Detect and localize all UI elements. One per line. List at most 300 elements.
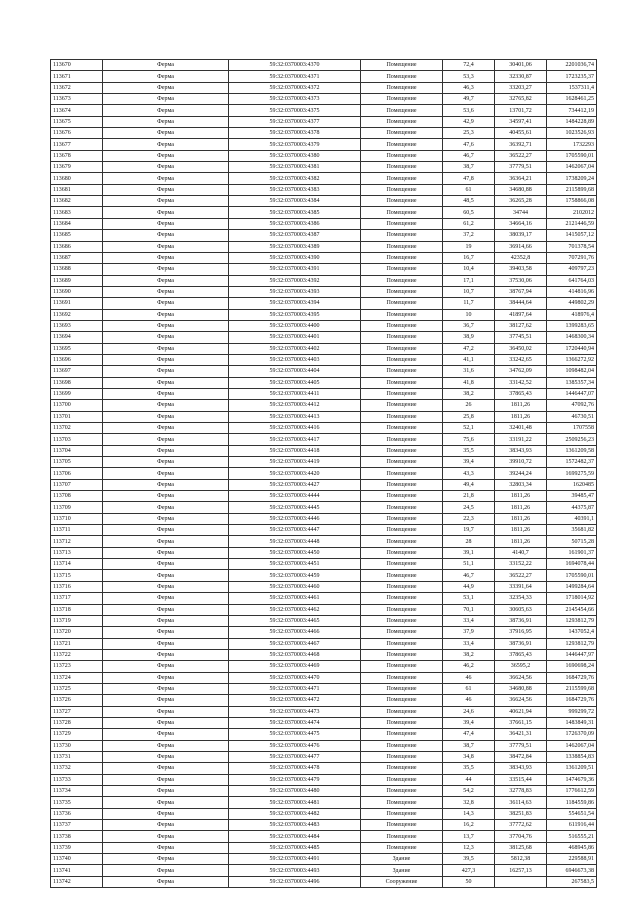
cadastral-value-per-unit-cell: 32765,82 [495,94,547,105]
cadastral-value-total-cell: 39485,47 [547,491,597,502]
area-cell: 16,7 [443,252,495,263]
row-number-cell: 113679 [51,162,103,173]
object-type-cell: Здание [361,854,443,865]
object-name-cell: Ферма [103,377,229,388]
object-name-cell: Ферма [103,94,229,105]
object-type-cell: Помещение [361,252,443,263]
cadastral-value-per-unit-cell: 1811,26 [495,536,547,547]
area-cell: 25,8 [443,411,495,422]
cadastral-number-cell: 59:32:0370003:4480 [229,786,361,797]
table-row [51,128,597,139]
cadastral-value-per-unit-cell: 33191,22 [495,434,547,445]
object-name-cell: Ферма [103,241,229,252]
cadastral-value-per-unit-cell: 36114,63 [495,797,547,808]
cadastral-value-per-unit-cell: 33242,65 [495,354,547,365]
cadastral-number-cell: 59:32:0370003:4417 [229,434,361,445]
cadastral-value-per-unit-cell: 13701,72 [495,105,547,116]
cadastral-number-cell: 59:32:0370003:4392 [229,275,361,286]
cadastral-number-cell: 59:32:0370003:4411 [229,388,361,399]
table-row [51,502,597,513]
cadastral-number-cell: 59:32:0370003:4469 [229,661,361,672]
object-type-cell: Помещение [361,196,443,207]
cadastral-value-total-cell: 1415057,12 [547,230,597,241]
cadastral-value-per-unit-cell: 36392,71 [495,139,547,150]
cadastral-number-cell: 59:32:0370003:4405 [229,377,361,388]
cadastral-value-per-unit-cell: 38039,17 [495,230,547,241]
object-type-cell: Помещение [361,695,443,706]
object-name-cell: Ферма [103,717,229,728]
area-cell: 44,9 [443,581,495,592]
object-name-cell: Ферма [103,740,229,751]
row-number-cell: 113686 [51,241,103,252]
area-cell: 37,2 [443,230,495,241]
table-row [51,593,597,604]
object-type-cell: Помещение [361,320,443,331]
table-row [51,661,597,672]
row-number-cell: 113672 [51,82,103,93]
cadastral-number-cell: 59:32:0370003:4477 [229,751,361,762]
row-number-cell: 113680 [51,173,103,184]
row-number-cell: 113709 [51,502,103,513]
row-number-cell: 113682 [51,196,103,207]
row-number-cell: 113735 [51,797,103,808]
cadastral-value-total-cell: 999299,72 [547,706,597,717]
row-number-cell: 113702 [51,423,103,434]
cadastral-value-per-unit-cell: 37704,76 [495,831,547,842]
row-number-cell: 113675 [51,116,103,127]
cadastral-number-cell: 59:32:0370003:4416 [229,423,361,434]
object-type-cell: Помещение [361,184,443,195]
cadastral-value-per-unit-cell: 37772,62 [495,820,547,831]
table-row [51,320,597,331]
object-name-cell: Ферма [103,786,229,797]
object-type-cell: Помещение [361,377,443,388]
area-cell: 14,3 [443,808,495,819]
registry-table [50,59,597,888]
object-type-cell: Помещение [361,150,443,161]
area-cell: 19 [443,241,495,252]
cadastral-value-total-cell: 1484228,89 [547,116,597,127]
table-row [51,366,597,377]
table-row [51,717,597,728]
object-name-cell: Ферма [103,751,229,762]
cadastral-value-total-cell: 1366272,92 [547,354,597,365]
row-number-cell: 113725 [51,683,103,694]
row-number-cell: 113716 [51,581,103,592]
cadastral-number-cell: 59:32:0370003:4491 [229,854,361,865]
object-type-cell: Помещение [361,604,443,615]
cadastral-value-per-unit-cell: 38343,93 [495,763,547,774]
cadastral-number-cell: 59:32:0370003:4485 [229,842,361,853]
object-type-cell: Помещение [361,683,443,694]
area-cell: 50 [443,876,495,887]
object-name-cell: Ферма [103,116,229,127]
table-row [51,275,597,286]
object-type-cell: Помещение [361,797,443,808]
cadastral-value-total-cell: 1361209,58 [547,445,597,456]
cadastral-value-total-cell: 1437052,4 [547,627,597,638]
cadastral-number-cell: 59:32:0370003:4462 [229,604,361,615]
cadastral-number-cell: 59:32:0370003:4479 [229,774,361,785]
object-name-cell: Ферма [103,842,229,853]
table-row [51,559,597,570]
cadastral-number-cell: 59:32:0370003:4404 [229,366,361,377]
area-cell: 10 [443,309,495,320]
cadastral-value-total-cell: 1718014,92 [547,593,597,604]
cadastral-number-cell: 59:32:0370003:4448 [229,536,361,547]
cadastral-value-total-cell: 2102012 [547,207,597,218]
area-cell: 39,1 [443,547,495,558]
row-number-cell: 113698 [51,377,103,388]
object-type-cell: Помещение [361,706,443,717]
area-cell: 46,3 [443,82,495,93]
table-row [51,423,597,434]
object-type-cell: Помещение [361,218,443,229]
area-cell: 12,3 [443,842,495,853]
object-name-cell: Ферма [103,139,229,150]
cadastral-number-cell: 59:32:0370003:4384 [229,196,361,207]
area-cell: 28 [443,536,495,547]
table-row [51,218,597,229]
cadastral-value-per-unit-cell: 39244,24 [495,468,547,479]
cadastral-number-cell: 59:32:0370003:4459 [229,570,361,581]
cadastral-value-total-cell: 641764,03 [547,275,597,286]
object-type-cell: Помещение [361,139,443,150]
object-name-cell: Ферма [103,513,229,524]
area-cell: 39,4 [443,457,495,468]
table-row [51,536,597,547]
row-number-cell: 113711 [51,525,103,536]
cadastral-value-per-unit-cell: 39910,72 [495,457,547,468]
cadastral-number-cell: 59:32:0370003:4375 [229,105,361,116]
object-type-cell: Помещение [361,786,443,797]
cadastral-value-total-cell: 1707558 [547,423,597,434]
cadastral-value-total-cell: 449802,29 [547,298,597,309]
area-cell: 31,6 [443,366,495,377]
area-cell: 35,5 [443,763,495,774]
cadastral-number-cell: 59:32:0370003:4400 [229,320,361,331]
cadastral-value-per-unit-cell: 34762,09 [495,366,547,377]
table-row [51,638,597,649]
cadastral-number-cell: 59:32:0370003:4382 [229,173,361,184]
cadastral-number-cell: 59:32:0370003:4470 [229,672,361,683]
table-row [51,105,597,116]
cadastral-value-total-cell: 1628461,25 [547,94,597,105]
cadastral-number-cell: 59:32:0370003:4385 [229,207,361,218]
table-row [51,411,597,422]
table-row [51,94,597,105]
table-row [51,615,597,626]
cadastral-number-cell: 59:32:0370003:4468 [229,649,361,660]
cadastral-number-cell: 59:32:0370003:4412 [229,400,361,411]
row-number-cell: 113707 [51,479,103,490]
object-type-cell: Помещение [361,275,443,286]
row-number-cell: 113712 [51,536,103,547]
cadastral-value-per-unit-cell: 37865,43 [495,649,547,660]
object-name-cell: Ферма [103,434,229,445]
cadastral-value-per-unit-cell: 33391,64 [495,581,547,592]
cadastral-value-per-unit-cell: 38251,83 [495,808,547,819]
area-cell: 16,2 [443,820,495,831]
object-type-cell: Помещение [361,627,443,638]
cadastral-value-per-unit-cell: 33203,27 [495,82,547,93]
cadastral-value-per-unit-cell: 1811,26 [495,491,547,502]
area-cell: 13,7 [443,831,495,842]
cadastral-value-per-unit-cell: 42352,8 [495,252,547,263]
object-name-cell: Ферма [103,60,229,71]
cadastral-value-total-cell: 1293812,79 [547,615,597,626]
cadastral-value-total-cell: 707291,76 [547,252,597,263]
object-name-cell: Ферма [103,649,229,660]
row-number-cell: 113723 [51,661,103,672]
object-name-cell: Ферма [103,695,229,706]
area-cell: 41,1 [443,354,495,365]
cadastral-value-total-cell: 701378,54 [547,241,597,252]
cadastral-number-cell: 59:32:0370003:4413 [229,411,361,422]
cadastral-number-cell: 59:32:0370003:4386 [229,218,361,229]
object-type-cell: Помещение [361,593,443,604]
object-type-cell: Помещение [361,615,443,626]
area-cell: 19,7 [443,525,495,536]
row-number-cell: 113736 [51,808,103,819]
object-name-cell: Ферма [103,763,229,774]
object-name-cell: Ферма [103,388,229,399]
cadastral-value-per-unit-cell: 1811,26 [495,400,547,411]
object-type-cell: Помещение [361,434,443,445]
object-type-cell: Помещение [361,71,443,82]
cadastral-value-per-unit-cell: 38736,91 [495,638,547,649]
row-number-cell: 113717 [51,593,103,604]
area-cell: 41,8 [443,377,495,388]
object-type-cell: Помещение [361,128,443,139]
object-type-cell: Помещение [361,354,443,365]
table-row [51,695,597,706]
object-type-cell: Помещение [361,729,443,740]
object-name-cell: Ферма [103,184,229,195]
row-number-cell: 113678 [51,150,103,161]
row-number-cell: 113688 [51,264,103,275]
row-number-cell: 113671 [51,71,103,82]
table-row [51,525,597,536]
table-row [51,388,597,399]
table-row [51,491,597,502]
cadastral-value-per-unit-cell: 38343,93 [495,445,547,456]
cadastral-value-per-unit-cell: 30401,06 [495,60,547,71]
object-name-cell: Ферма [103,264,229,275]
cadastral-value-per-unit-cell: 32330,87 [495,71,547,82]
object-name-cell: Ферма [103,457,229,468]
cadastral-value-per-unit-cell: 33515,44 [495,774,547,785]
table-row [51,264,597,275]
area-cell: 46 [443,695,495,706]
cadastral-number-cell: 59:32:0370003:4478 [229,763,361,774]
cadastral-value-total-cell: 1732293 [547,139,597,150]
cadastral-value-total-cell: 1474679,36 [547,774,597,785]
cadastral-number-cell: 59:32:0370003:4420 [229,468,361,479]
area-cell: 22,3 [443,513,495,524]
table-row [51,434,597,445]
object-type-cell: Помещение [361,388,443,399]
table-row [51,71,597,82]
table-row [51,173,597,184]
area-cell: 24,6 [443,706,495,717]
area-cell: 46,7 [443,570,495,581]
cadastral-value-per-unit-cell: 36914,66 [495,241,547,252]
cadastral-number-cell: 59:32:0370003:4393 [229,286,361,297]
object-name-cell: Ферма [103,218,229,229]
cadastral-value-per-unit-cell: 36450,02 [495,343,547,354]
cadastral-value-per-unit-cell: 1811,26 [495,411,547,422]
object-type-cell: Помещение [361,479,443,490]
area-cell: 25,3 [443,128,495,139]
row-number-cell: 113694 [51,332,103,343]
object-name-cell: Ферма [103,309,229,320]
cadastral-value-per-unit-cell: 39403,58 [495,264,547,275]
row-number-cell: 113670 [51,60,103,71]
object-name-cell: Ферма [103,252,229,263]
cadastral-value-per-unit-cell: 34664,16 [495,218,547,229]
row-number-cell: 113685 [51,230,103,241]
table-row [51,230,597,241]
cadastral-value-per-unit-cell: 40621,94 [495,706,547,717]
row-number-cell: 113731 [51,751,103,762]
object-name-cell: Ферма [103,536,229,547]
object-type-cell: Помещение [361,94,443,105]
cadastral-value-total-cell: 1462067,04 [547,740,597,751]
cadastral-value-per-unit-cell: 32778,83 [495,786,547,797]
object-name-cell: Ферма [103,82,229,93]
row-number-cell: 113701 [51,411,103,422]
cadastral-value-total-cell: 2115899,68 [547,184,597,195]
row-number-cell: 113684 [51,218,103,229]
table-row [51,808,597,819]
object-name-cell: Ферма [103,774,229,785]
object-name-cell: Ферма [103,173,229,184]
area-cell: 35,5 [443,445,495,456]
row-number-cell: 113676 [51,128,103,139]
object-type-cell: Помещение [361,751,443,762]
cadastral-number-cell: 59:32:0370003:4451 [229,559,361,570]
area-cell: 38,2 [443,649,495,660]
table-row [51,343,597,354]
area-cell: 36,7 [443,320,495,331]
cadastral-value-per-unit-cell: 37661,15 [495,717,547,728]
row-number-cell: 113733 [51,774,103,785]
object-name-cell: Ферма [103,366,229,377]
object-type-cell: Помещение [361,309,443,320]
object-name-cell: Ферма [103,638,229,649]
area-cell: 51,1 [443,559,495,570]
table-row [51,332,597,343]
cadastral-value-total-cell: 611916,44 [547,820,597,831]
cadastral-value-per-unit-cell: 38767,94 [495,286,547,297]
table-row [51,479,597,490]
object-type-cell: Помещение [361,400,443,411]
cadastral-value-total-cell: 1726370,09 [547,729,597,740]
object-name-cell: Ферма [103,661,229,672]
object-type-cell: Помещение [361,162,443,173]
cadastral-value-total-cell: 1705590,01 [547,570,597,581]
cadastral-number-cell: 59:32:0370003:4445 [229,502,361,513]
cadastral-number-cell: 59:32:0370003:4493 [229,865,361,876]
object-type-cell: Помещение [361,536,443,547]
cadastral-value-per-unit-cell: 36624,56 [495,695,547,706]
cadastral-value-per-unit-cell: 36364,21 [495,173,547,184]
object-type-cell: Помещение [361,491,443,502]
area-cell: 38,2 [443,388,495,399]
cadastral-number-cell: 59:32:0370003:4447 [229,525,361,536]
area-cell: 17,1 [443,275,495,286]
object-name-cell: Ферма [103,559,229,570]
cadastral-value-total-cell: 2115599,68 [547,683,597,694]
object-type-cell: Помещение [361,286,443,297]
row-number-cell: 113730 [51,740,103,751]
cadastral-value-total-cell: 1468300,34 [547,332,597,343]
row-number-cell: 113715 [51,570,103,581]
cadastral-value-per-unit-cell: 37916,95 [495,627,547,638]
cadastral-value-total-cell: 161901,37 [547,547,597,558]
object-type-cell: Помещение [361,808,443,819]
object-name-cell: Ферма [103,162,229,173]
cadastral-value-total-cell: 1705590,01 [547,150,597,161]
cadastral-number-cell: 59:32:0370003:4476 [229,740,361,751]
cadastral-value-per-unit-cell: 36522,27 [495,570,547,581]
row-number-cell: 113699 [51,388,103,399]
cadastral-value-per-unit-cell: 32354,33 [495,593,547,604]
cadastral-value-per-unit-cell: 38472,84 [495,751,547,762]
row-number-cell: 113720 [51,627,103,638]
cadastral-number-cell: 59:32:0370003:4419 [229,457,361,468]
table-row [51,196,597,207]
table-row [51,751,597,762]
cadastral-number-cell: 59:32:0370003:4427 [229,479,361,490]
cadastral-value-per-unit-cell: 16257,13 [495,865,547,876]
cadastral-value-total-cell: 2509256,23 [547,434,597,445]
object-name-cell: Ферма [103,150,229,161]
cadastral-value-per-unit-cell: 37530,06 [495,275,547,286]
area-cell: 43,3 [443,468,495,479]
cadastral-value-per-unit-cell: 36624,56 [495,672,547,683]
cadastral-value-per-unit-cell: 30605,63 [495,604,547,615]
table-row [51,184,597,195]
cadastral-value-total-cell: 1499284,64 [547,581,597,592]
table-row [51,865,597,876]
cadastral-value-total-cell: 1690698,24 [547,661,597,672]
area-cell: 53,3 [443,71,495,82]
cadastral-value-per-unit-cell: 36595,2 [495,661,547,672]
cadastral-value-total-cell: 40391,1 [547,513,597,524]
row-number-cell: 113693 [51,320,103,331]
row-number-cell: 113719 [51,615,103,626]
object-name-cell: Ферма [103,706,229,717]
cadastral-value-total-cell: 1399283,65 [547,320,597,331]
cadastral-value-per-unit-cell [495,876,547,887]
row-number-cell: 113721 [51,638,103,649]
object-name-cell: Ферма [103,525,229,536]
cadastral-value-per-unit-cell: 37779,51 [495,740,547,751]
cadastral-number-cell: 59:32:0370003:4401 [229,332,361,343]
row-number-cell: 113732 [51,763,103,774]
object-name-cell: Ферма [103,468,229,479]
row-number-cell: 113738 [51,831,103,842]
row-number-cell: 113700 [51,400,103,411]
cadastral-value-total-cell: 1699275,59 [547,468,597,479]
area-cell: 49,7 [443,94,495,105]
cadastral-value-total-cell: 734412,19 [547,105,597,116]
cadastral-value-total-cell: 1446447,07 [547,388,597,399]
cadastral-value-per-unit-cell: 5812,38 [495,854,547,865]
object-name-cell: Ферма [103,627,229,638]
